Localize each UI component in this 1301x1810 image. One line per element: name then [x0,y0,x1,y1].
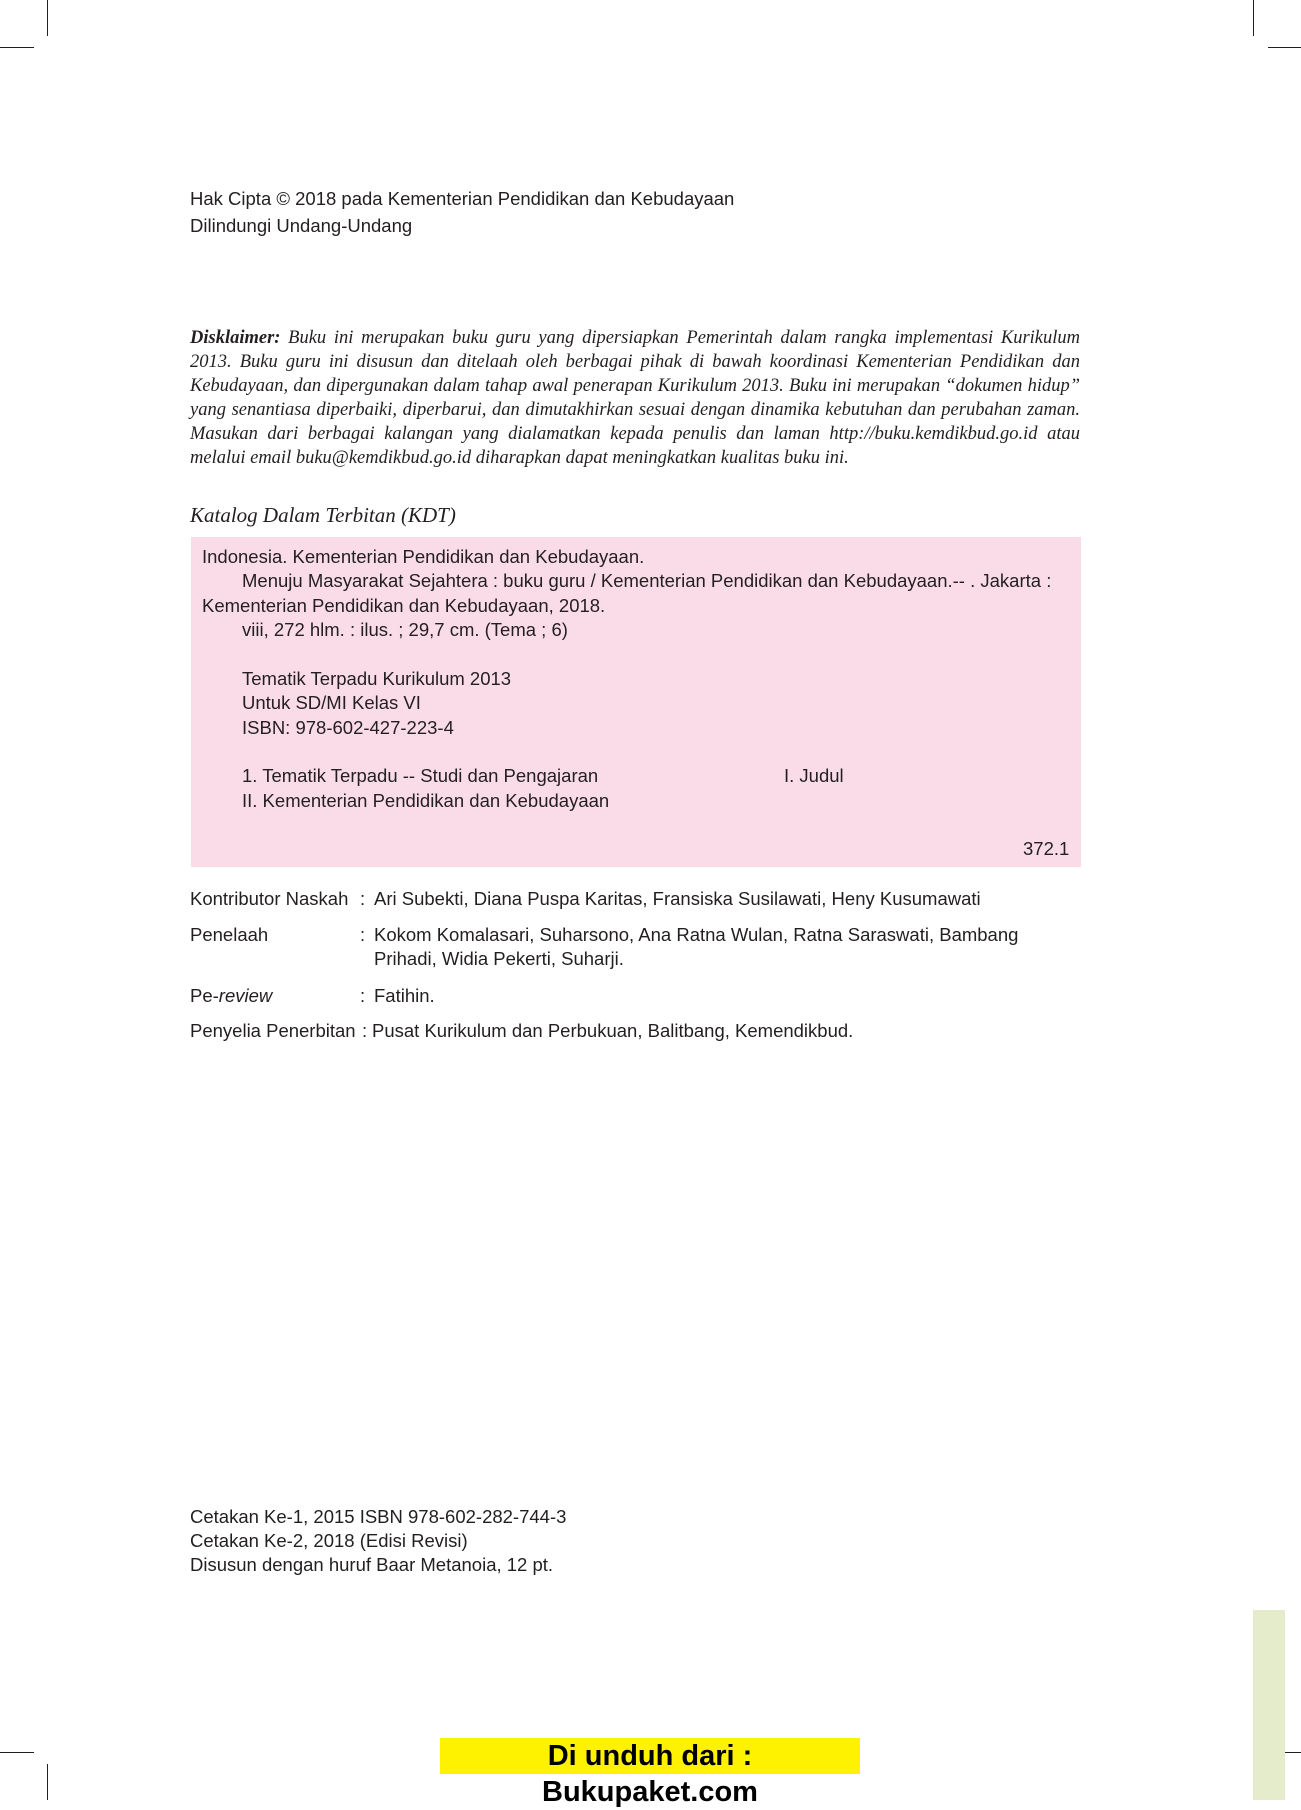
disclaimer-paragraph [190,326,1080,470]
credit-label-supervisor: Penyelia Penerbitan [190,1020,356,1041]
disclaimer-text: Buku ini merupakan buku guru yang dipersiapkan Pemerintah dalam rangka implementasi Kurikulum 2013. Buku guru ini disusun dan ditelaah oleh berbagai pihak di bawah koordinasi Kementerian Pendidikan dan Kebudayaan, dan dipergunakan dalam tahap awal penerapan Kurikulum 2013. Buku ini merupakan “dokumen hidup” yang senantiasa diperbaiki, diperbarui, dan dimutakhirkan sesuai dengan dinamika kebutuhan dan perubahan zaman. Masukan dari berbagai kalangan yang dialamatkan kepada penulis dan laman http://buku.kemdikbud.go.id atau melalui email buku@kemdikbud.go.id diharapkan dapat meningkatkan kualitas buku ini. [190,328,1081,468]
disclaimer-label: Disklaimer: [190,328,281,348]
kdt-box [191,537,1081,867]
kdt-line: Kementerian Pendidikan dan Kebudayaan, 2018. [202,595,606,616]
kdt-subject: 1. Tematik Terpadu -- Studi dan Pengajaran [242,765,599,786]
print-info-line: Cetakan Ke-2, 2018 (Edisi Revisi) [190,1530,468,1551]
copyright-line: Hak Cipta © 2018 pada Kementerian Pendidikan dan Kebudayaan [190,188,735,209]
pe-review-italic: review [218,985,273,1006]
kdt-line: Menuju Masyarakat Sejahtera : buku guru / Kementerian Pendidikan dan Kebudayaan.-- . Jakarta : [242,570,1052,591]
print-info-line: Cetakan Ke-1, 2015 ISBN 978-602-282-744-3 [190,1506,567,1527]
credit-colon: : [360,985,366,1006]
crop-mark [1253,0,1254,36]
credit-value-supervisor: Pusat Kurikulum dan Perbukuan, Balitbang, Kemendikbud. [372,1020,854,1041]
kdt-isbn: ISBN: 978-602-427-223-4 [242,717,454,738]
kdt-line: Tematik Terpadu Kurikulum 2013 [242,668,512,689]
credit-label-reviewers: Penelaah [190,924,269,945]
credit-label-contributors: Kontributor Naskah [190,888,349,909]
credit-colon: : [362,1020,368,1041]
kdt-class-number: 372.1 [1023,838,1070,859]
crop-mark [0,1752,34,1753]
credit-colon: : [360,888,366,909]
credit-value-reviewers: Kokom Komalasari, Suharsono, Ana Ratna Wulan, Ratna Saraswati, Bambang Prihadi, Widia Pekerti, Suharji. [374,924,1019,969]
crop-mark [1268,47,1301,48]
protection-line: Dilindungi Undang-Undang [190,215,413,236]
side-tab [1253,1610,1285,1800]
kdt-line: Indonesia. Kementerian Pendidikan dan Kebudayaan. [202,546,645,567]
kdt-subject: II. Kementerian Pendidikan dan Kebudayaan [242,790,610,811]
credit-colon: : [360,924,366,945]
print-info-line: Disusun dengan huruf Baar Metanoia, 12 pt. [190,1554,554,1575]
kdt-line: viii, 272 hlm. : ilus. ; 29,7 cm. (Tema ; 6) [242,619,568,640]
kdt-subject-title: I. Judul [784,765,844,786]
crop-mark [47,1764,48,1800]
credit-label-pe-review [190,984,272,1008]
credit-value-pe-review: Fatihin. [374,985,435,1006]
pe-review-prefix: Pe- [190,985,219,1006]
crop-mark [47,0,48,36]
download-banner: Di unduh dari : Bukupaket.com [440,1738,860,1774]
kdt-line: Untuk SD/MI Kelas VI [242,692,421,713]
kdt-title: Katalog Dalam Terbitan (KDT) [190,503,456,527]
crop-mark [0,47,34,48]
credit-value-contributors: Ari Subekti, Diana Puspa Karitas, Fransiska Susilawati, Heny Kusumawati [374,888,981,909]
